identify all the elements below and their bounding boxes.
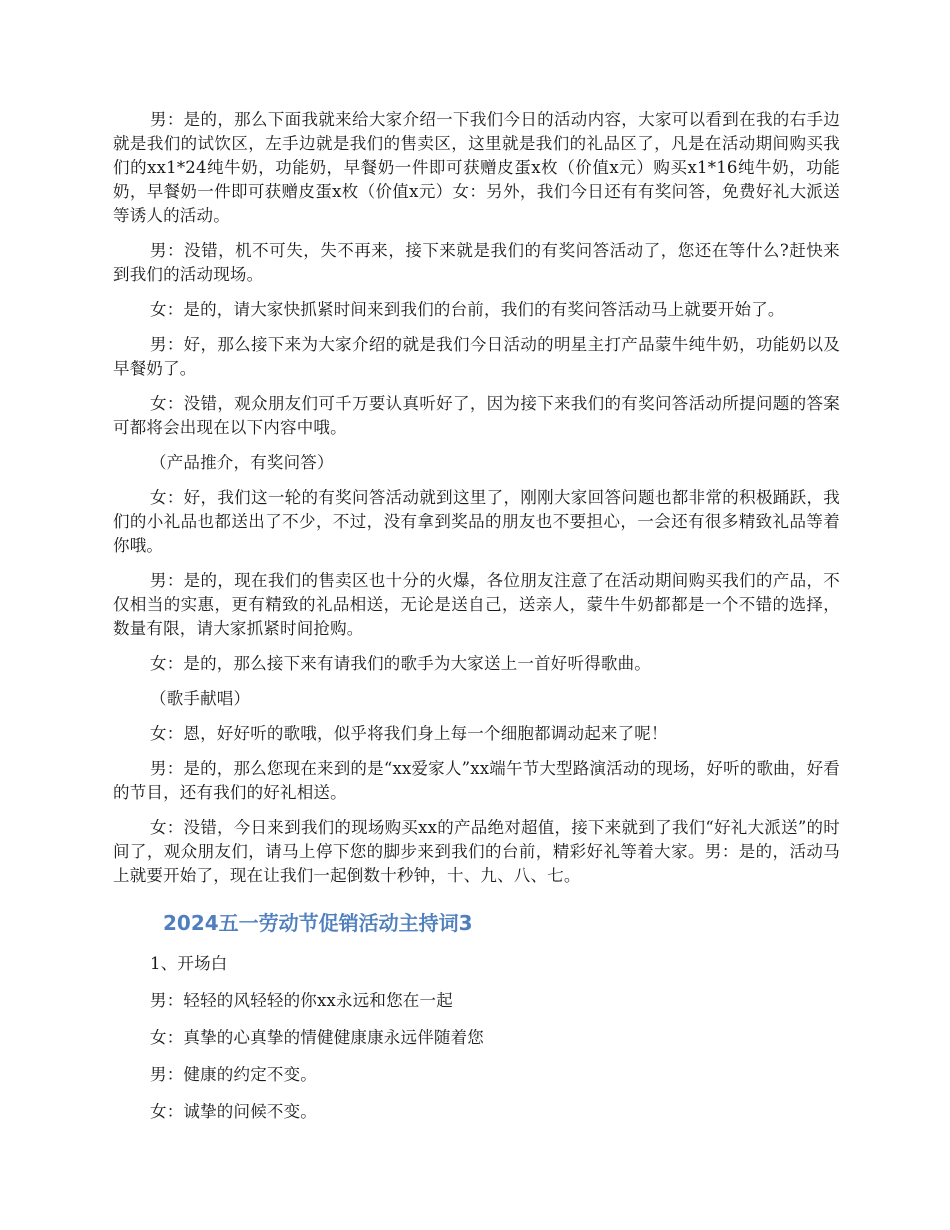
paragraph-1: 男：是的，那么下面我就来给大家介绍一下我们今日的活动内容，大家可以看到在我的右手边就是我们的试饮区，左手边就是我们的售卖区，这里就是我们的礼品区了，凡是在活动期间购买我们的xx1*24纯牛奶，功能奶，早餐奶一件即可获赠皮蛋x枚（价值x元）购买x1*16纯牛奶，功能奶，早餐奶一件即可获赠皮蛋x枚（价值x元）女：另外，我们今日还有有奖问答，免费好礼大派送等诱人的活动。 <box>113 110 840 225</box>
paragraph-9: 女：是的，那么接下来有请我们的歌手为大家送上一首好听得歌曲。 <box>150 654 651 673</box>
stage-direction-singer: （歌手献唱） <box>150 689 251 708</box>
script-line: 男：轻轻的风轻轻的你xx永远和您在一起 <box>150 991 453 1010</box>
paragraph-7: 女：好，我们这一轮的有奖问答活动就到这里了，刚刚大家回答问题也都非常的积极踊跃，我们的小礼品也都送出了不少，不过，没有拿到奖品的朋友也不要担心，一会还有很多精致礼品等着你哦。 <box>113 488 840 555</box>
script-line: 男：健康的约定不变。 <box>150 1065 317 1084</box>
paragraph-13: 女：没错，今日来到我们的现场购买xx的产品绝对超值，接下来就到了我们“好礼大派送”的时间了，观众朋友们，请马上停下您的脚步来到我们的台前，精彩好礼等着大家。男：是的，活动马上就要开始了，现在让我们一起倒数十秒钟，十、九、八、七。 <box>113 818 840 885</box>
paragraph-4: 男：好，那么接下来为大家介绍的就是我们今日活动的明星主打产品蒙牛纯牛奶，功能奶以及早餐奶了。 <box>113 335 840 378</box>
opening-label: 1、开场白 <box>150 954 228 973</box>
paragraph-3: 女：是的，请大家快抓紧时间来到我们的台前，我们的有奖问答活动马上就要开始了。 <box>150 300 785 319</box>
script-line: 女：真挚的心真挚的情健健康康永远伴随着您 <box>150 1028 484 1047</box>
stage-direction-product: （产品推介，有奖问答） <box>150 453 334 472</box>
paragraph-12: 男：是的，那么您现在来到的是“xx爱家人”xx端午节大型路演活动的现场，好听的歌曲，好看的节目，还有我们的好礼相送。 <box>113 759 840 802</box>
paragraph-11: 女：恩，好好听的歌哦，似乎将我们身上每一个细胞都调动起来了呢！ <box>150 724 668 743</box>
paragraph-5: 女：没错，观众朋友们可千万要认真听好了，因为接下来我们的有奖问答活动所提问题的答案可都将会出现在以下内容中哦。 <box>113 394 840 437</box>
document-page <box>113 108 840 1137</box>
paragraph-2: 男：没错，机不可失，失不再来，接下来就是我们的有奖问答活动了，您还在等什么?赶快来到我们的活动现场。 <box>113 241 840 284</box>
paragraph-8: 男：是的，现在我们的售卖区也十分的火爆，各位朋友注意了在活动期间购买我们的产品，不仅相当的实惠，更有精致的礼品相送，无论是送自己，送亲人，蒙牛牛奶都都是一个不错的选择，数量有限，请大家抓紧时间抢购。 <box>113 571 840 638</box>
script-line: 女：诚挚的问候不变。 <box>150 1102 317 1121</box>
section-heading: 2024五一劳动节促销活动主持词3 <box>163 911 473 935</box>
